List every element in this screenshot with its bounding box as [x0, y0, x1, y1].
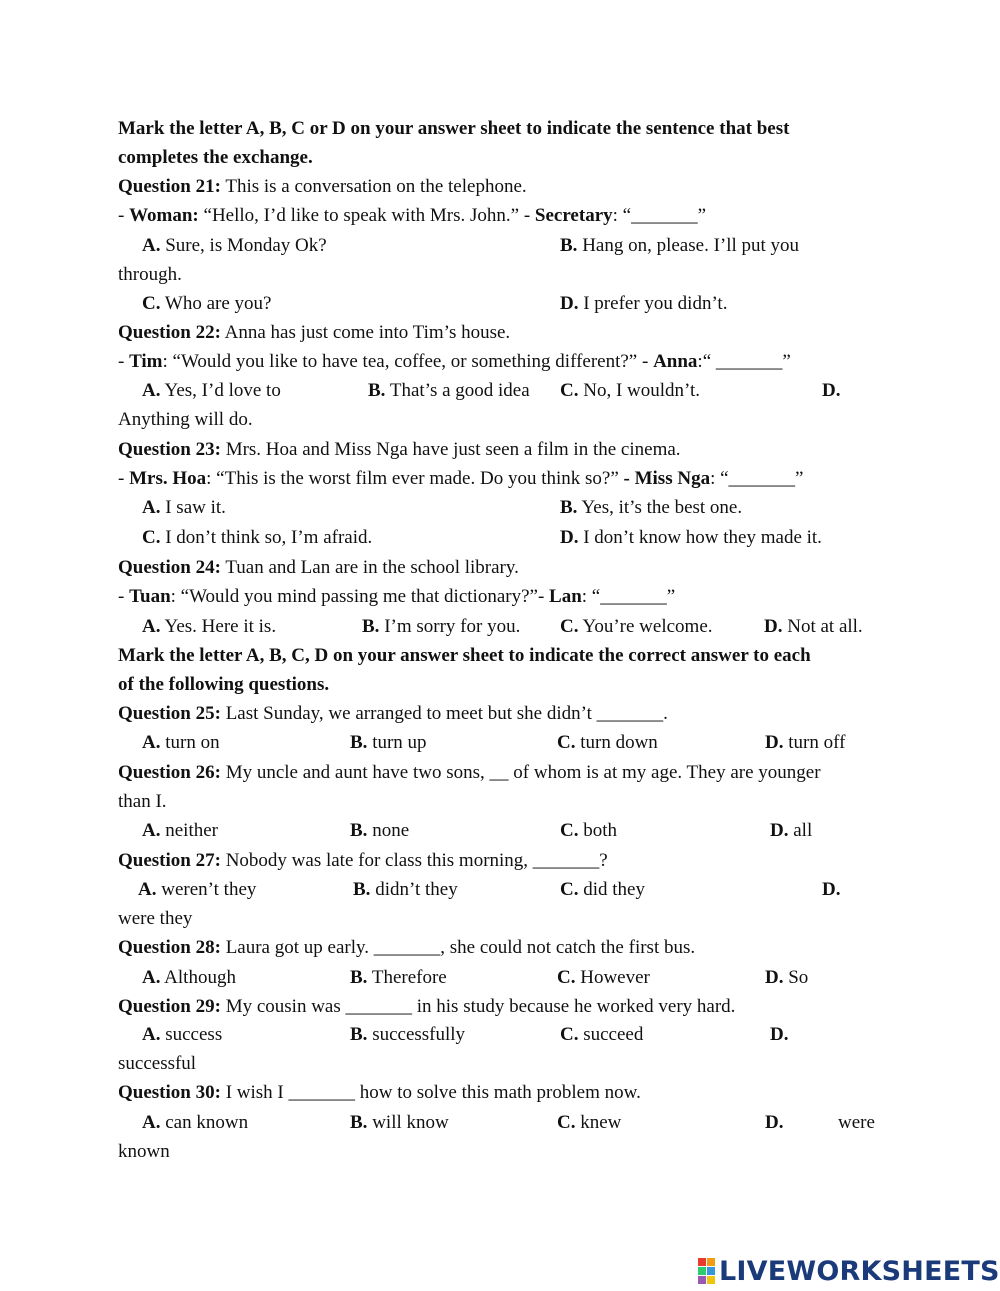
- option-d[interactable]: D. I don’t know how they made it.: [560, 527, 822, 548]
- question-text: I wish I _______ how to solve this math problem now.: [220, 1082, 641, 1103]
- option-c[interactable]: C. Who are you?: [142, 293, 272, 314]
- utterance: : “Would you mind passing me that dictionary?”-: [170, 586, 550, 607]
- question-continuation: than I.: [118, 791, 167, 812]
- option-a[interactable]: A. I saw it.: [142, 497, 226, 518]
- option-a[interactable]: A. Although: [142, 967, 236, 988]
- option-c[interactable]: C. did they: [560, 879, 645, 900]
- question-label: Question 28:: [118, 937, 221, 958]
- utterance: “Hello, I’d like to speak with Mrs. John.” -: [198, 205, 535, 226]
- option-a[interactable]: A. weren’t they: [138, 879, 257, 900]
- question-text: Laura got up early. _______, she could not catch the first bus.: [220, 937, 696, 958]
- dialogue-prefix: -: [118, 586, 130, 607]
- option-c[interactable]: C. knew: [557, 1112, 622, 1133]
- option-b[interactable]: B. will know: [350, 1112, 449, 1133]
- question-label: Question 29:: [118, 996, 221, 1017]
- option-b[interactable]: B. Yes, it’s the best one.: [560, 497, 743, 518]
- question-24: [118, 555, 519, 581]
- speaker: Lan: [549, 586, 582, 607]
- logo-square: [707, 1258, 715, 1266]
- question-text: This is a conversation on the telephone.: [220, 176, 527, 197]
- dialogue-prefix: -: [118, 351, 130, 372]
- question-label: Question 27:: [118, 850, 221, 871]
- option-c[interactable]: C. both: [560, 820, 618, 841]
- option-b[interactable]: B. That’s a good idea: [368, 380, 530, 401]
- option-a[interactable]: A. turn on: [142, 732, 220, 753]
- dialogue-line: [118, 349, 791, 375]
- speaker: Secretary: [534, 205, 613, 226]
- option-continuation: known: [118, 1141, 170, 1162]
- utterance: : “_______”: [581, 586, 676, 607]
- utterance: :“ _______”: [697, 351, 791, 372]
- speaker: Woman:: [129, 205, 199, 226]
- question-26: [118, 760, 821, 786]
- question-text: Nobody was late for class this morning, _______?: [220, 850, 608, 871]
- question-22: [118, 320, 510, 346]
- question-label: Question 22:: [118, 322, 221, 343]
- option-c[interactable]: C. However: [557, 967, 650, 988]
- logo-square: [707, 1267, 715, 1275]
- question-28: [118, 935, 695, 961]
- option-b[interactable]: B. turn up: [350, 732, 427, 753]
- instruction-line: Mark the letter A, B, C, D on your answer sheet to indicate the correct answer to each: [118, 645, 811, 666]
- question-30: [118, 1080, 641, 1106]
- utterance: : “_______”: [612, 205, 707, 226]
- utterance: : “_______”: [710, 468, 804, 489]
- logo-square: [698, 1267, 706, 1275]
- question-label: Question 24:: [118, 557, 221, 578]
- option-c[interactable]: C. I don’t think so, I’m afraid.: [142, 527, 373, 548]
- option-b[interactable]: B. didn’t they: [353, 879, 458, 900]
- option-d[interactable]: D.: [822, 879, 841, 900]
- question-label: Question 26:: [118, 762, 221, 783]
- speaker: Tuan: [129, 586, 171, 607]
- option-a[interactable]: A. Sure, is Monday Ok?: [142, 235, 327, 256]
- question-text: Last Sunday, we arranged to meet but she didn’t _______.: [220, 703, 668, 724]
- option-a[interactable]: A. success: [142, 1024, 223, 1045]
- question-text: Mrs. Hoa and Miss Nga have just seen a film in the cinema.: [220, 439, 681, 460]
- option-c[interactable]: C. succeed: [560, 1024, 644, 1045]
- question-text: Anna has just come into Tim’s house.: [220, 322, 511, 343]
- question-text: Tuan and Lan are in the school library.: [220, 557, 519, 578]
- option-b[interactable]: B. I’m sorry for you.: [362, 616, 521, 637]
- option-d[interactable]: D. turn off: [765, 732, 846, 753]
- dialogue-line: [118, 203, 706, 229]
- option-c[interactable]: C. You’re welcome.: [560, 616, 713, 637]
- logo-mark-icon: [698, 1258, 715, 1284]
- option-d[interactable]: D. I prefer you didn’t.: [560, 293, 728, 314]
- logo-square: [698, 1258, 706, 1266]
- option-continuation: through.: [118, 264, 182, 285]
- instruction-line: of the following questions.: [118, 674, 330, 695]
- dialogue-prefix: -: [118, 468, 130, 489]
- logo-text: LIVEWORKSHEETS: [719, 1255, 1000, 1287]
- question-label: Question 25:: [118, 703, 221, 724]
- dialogue-line: [118, 584, 675, 610]
- option-b[interactable]: B. Hang on, please. I’ll put you: [560, 235, 800, 256]
- option-a[interactable]: A. Yes, I’d love to: [142, 380, 281, 401]
- option-b[interactable]: B. Therefore: [350, 967, 447, 988]
- option-d[interactable]: D.: [822, 380, 841, 401]
- option-d[interactable]: D.: [765, 1112, 784, 1133]
- question-label: Question 21:: [118, 176, 221, 197]
- option-b[interactable]: B. successfully: [350, 1024, 466, 1045]
- speaker: Tim: [129, 351, 163, 372]
- option-continuation: Anything will do.: [118, 409, 253, 430]
- option-d-text: were: [838, 1112, 875, 1133]
- instruction-line: completes the exchange.: [118, 147, 313, 168]
- option-continuation: successful: [118, 1053, 197, 1074]
- option-continuation: were they: [118, 908, 193, 929]
- dialogue-line: [118, 466, 803, 492]
- option-d[interactable]: D.: [770, 1024, 789, 1045]
- question-27: [118, 848, 608, 874]
- speaker: Mrs. Hoa: [129, 468, 207, 489]
- question-23: [118, 437, 681, 463]
- dialogue-prefix: -: [118, 205, 130, 226]
- liveworksheets-logo: [698, 1254, 1000, 1288]
- option-a[interactable]: A. neither: [142, 820, 218, 841]
- utterance: : “This is the worst film ever made. Do you think so?”: [206, 468, 624, 489]
- question-label: Question 30:: [118, 1082, 221, 1103]
- question-text: My cousin was _______ in his study because he worked very hard.: [220, 996, 736, 1017]
- option-d[interactable]: D. Not at all.: [764, 616, 863, 637]
- instruction-line: Mark the letter A, B, C or D on your answer sheet to indicate the sentence that best: [118, 118, 790, 139]
- logo-square: [707, 1276, 715, 1284]
- option-c[interactable]: C. turn down: [557, 732, 658, 753]
- option-a[interactable]: A. can known: [142, 1112, 249, 1133]
- option-d[interactable]: D. all: [770, 820, 813, 841]
- question-25: [118, 701, 668, 727]
- option-a[interactable]: A. Yes. Here it is.: [142, 616, 277, 637]
- speaker: - Miss Nga: [623, 468, 711, 489]
- question-29: [118, 994, 735, 1020]
- option-b[interactable]: B. none: [350, 820, 410, 841]
- option-d[interactable]: D. So: [765, 967, 809, 988]
- question-label: Question 23:: [118, 439, 221, 460]
- option-c[interactable]: C. No, I wouldn’t.: [560, 380, 701, 401]
- logo-square: [698, 1276, 706, 1284]
- utterance: : “Would you like to have tea, coffee, or something different?” -: [162, 351, 654, 372]
- speaker: Anna: [653, 351, 698, 372]
- question-21: [118, 174, 527, 200]
- question-text: My uncle and aunt have two sons, __ of whom is at my age. They are younger: [220, 762, 821, 783]
